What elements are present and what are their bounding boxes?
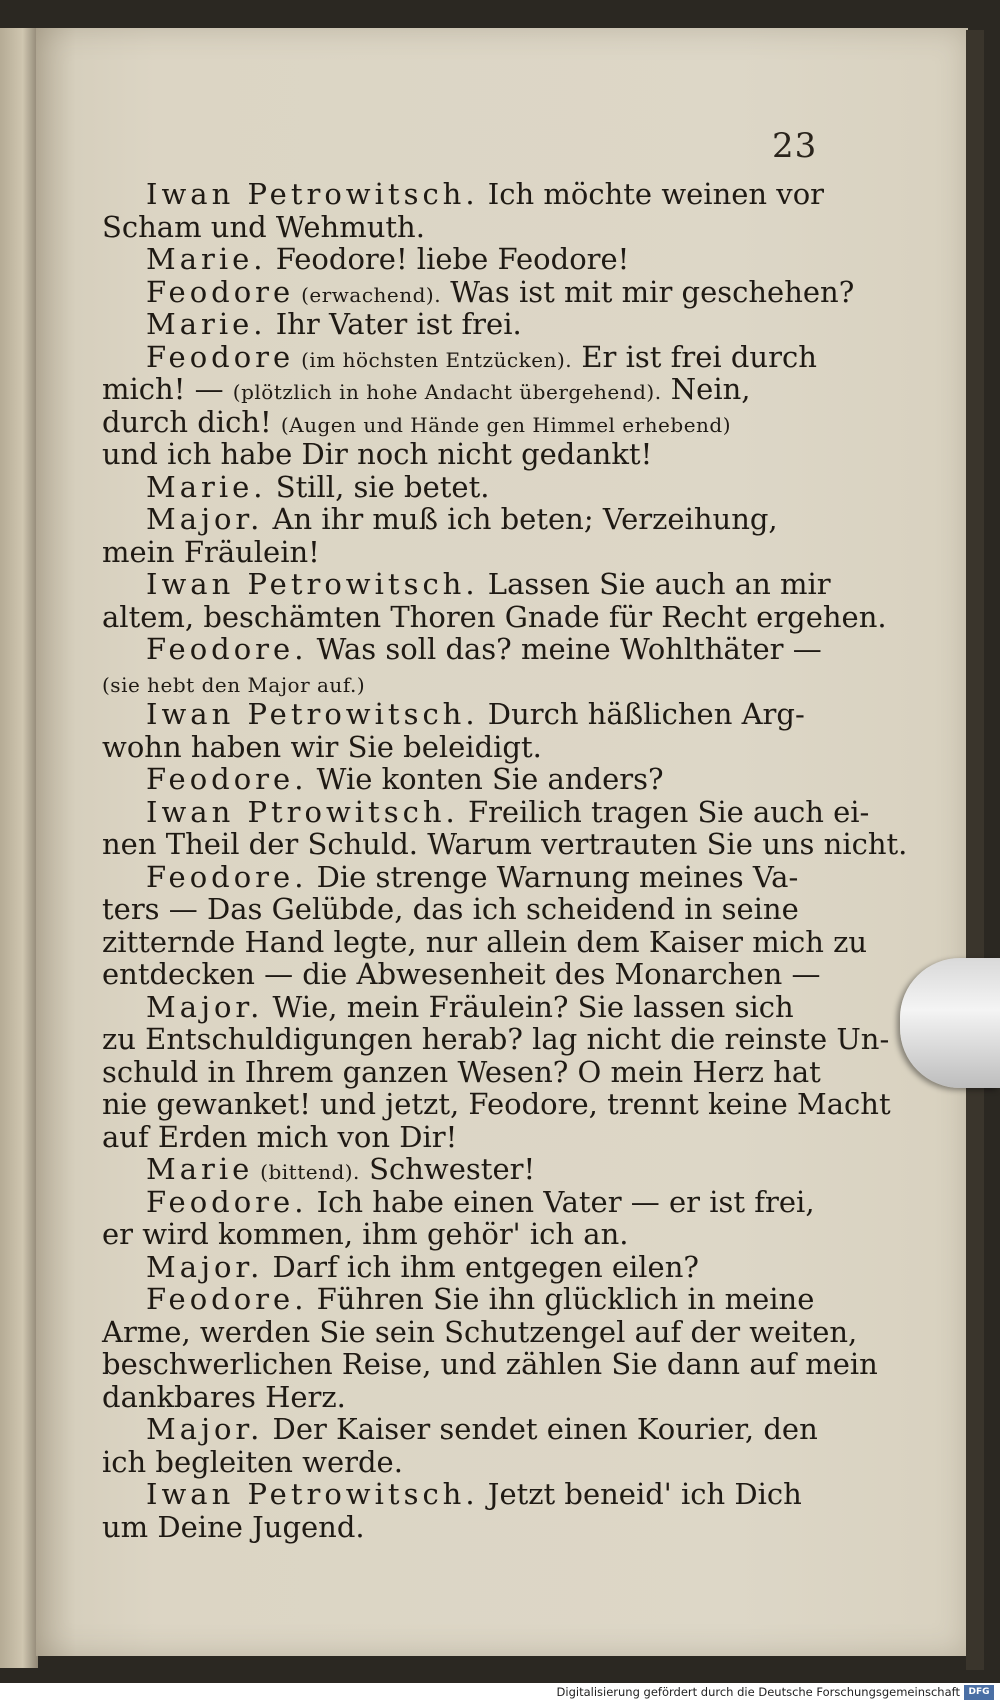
text-line [102, 1087, 891, 1121]
text-line [102, 893, 812, 926]
line-text: Führen Sie ihn glücklich in meine [307, 1282, 815, 1316]
line-text: Arme, werden Sie sein Schutzengel auf der weiten, [102, 1314, 858, 1349]
text-line [102, 1446, 812, 1479]
text-line [102, 632, 822, 666]
speaker-name: Feodore. [146, 762, 308, 796]
stage-direction: (erwachend). [294, 282, 442, 307]
stage-direction: (Augen und Hände gen Himmel erhebend) [280, 412, 732, 437]
text-line [102, 177, 825, 211]
line-text: nie gewanket! und jetzt, Feodore, trennt keine Macht [102, 1087, 891, 1121]
text-line [102, 536, 812, 569]
speaker-name: Iwan Petrowitsch. [146, 697, 479, 731]
text-line [102, 1282, 815, 1316]
line-text: dankbares Herz. [102, 1379, 346, 1414]
text-line [102, 924, 868, 959]
line-text: Lassen Sie auch an mir [478, 567, 831, 601]
speaker-name: Marie. [146, 242, 267, 276]
text-line [102, 1314, 858, 1349]
speaker-name: Marie. [146, 469, 267, 504]
speaker-name: Marie. [146, 307, 267, 341]
speaker-name: Major. [146, 1249, 264, 1284]
line-text: altem, beschämten Thoren Gnade für Recht ergehen. [102, 599, 887, 634]
line-text: mich! — [102, 372, 233, 406]
line-text: Freilich tragen Sie auch ei- [458, 794, 870, 829]
speaker-name: Feodore. [146, 859, 308, 894]
stage-direction: (sie hebt den Major auf.) [102, 672, 366, 697]
line-text: Darf ich ihm entgegen eilen? [263, 1249, 699, 1284]
line-text: Wie, mein Fräulein? Sie lassen sich [263, 989, 794, 1024]
footer-credit: Digitalisierung gefördert durch die Deutsche Forschungsgemeinschaft [556, 1685, 960, 1699]
line-text: ters — Das Gelübde, das ich scheidend in seine [102, 892, 799, 926]
stage-direction: (plötzlich in hohe Andacht übergehend). [232, 380, 662, 404]
text-line [102, 339, 817, 374]
text-line [102, 308, 812, 341]
speaker-name: Feodore. [146, 1282, 308, 1316]
right-page-edge [966, 30, 984, 1670]
line-text: Er ist frei durch [572, 339, 817, 374]
line-text: beschwerlichen Reise, und zählen Sie dann auf mein [102, 1347, 878, 1381]
line-text: Jetzt beneid' ich Dich [478, 1477, 802, 1511]
text-line [102, 794, 870, 829]
text-line [102, 1381, 812, 1414]
text-line [102, 861, 812, 894]
line-text: auf Erden mich von Dir! [102, 1119, 458, 1154]
line-text: Was ist mit mir geschehen? [441, 274, 855, 309]
text-line [102, 1412, 818, 1446]
text-line [102, 1121, 812, 1154]
line-text: Scham und Wehmuth. [102, 209, 425, 244]
line-text: Still, sie betet. [266, 469, 490, 504]
speaker-name: Feodore [146, 274, 295, 309]
line-text: nen Theil der Schuld. Warum vertrauten Sie uns nicht. [102, 827, 908, 861]
speaker-name: Iwan Petrowitsch. [146, 1477, 479, 1511]
stage-direction: (bittend). [253, 1160, 360, 1184]
speaker-name: Iwan Ptrowitsch. [146, 794, 459, 829]
line-text: Ihr Vater ist frei. [266, 307, 522, 341]
speaker-name: Iwan Petrowitsch. [146, 177, 479, 211]
line-text: Wie konten Sie anders? [307, 762, 664, 796]
text-line [102, 567, 831, 601]
speaker-name: Feodore [146, 339, 295, 374]
text-line [102, 1054, 821, 1089]
text-line [102, 1153, 812, 1186]
stage-direction: (im höchsten Entzücken). [294, 347, 573, 372]
text-line [102, 698, 812, 731]
text-line [102, 763, 812, 796]
line-text: Nein, [661, 372, 751, 406]
line-text: Die strenge Warnung meines Va- [307, 859, 799, 894]
line-text: mein Fräulein! [102, 534, 320, 569]
text-line [102, 1251, 812, 1284]
text-line [102, 211, 812, 244]
text-line [102, 438, 812, 471]
speaker-name: Feodore. [146, 632, 308, 666]
text-line [102, 373, 812, 406]
page-text [102, 177, 908, 1544]
text-line [102, 274, 855, 309]
line-text: Der Kaiser sendet einen Kourier, den [263, 1412, 818, 1446]
line-text: er wird kommen, ihm gehör' ich an. [102, 1217, 629, 1251]
text-line [102, 1511, 812, 1544]
line-text: Ich habe einen Vater — er ist frei, [307, 1184, 815, 1219]
line-text: ich begleiten werde. [102, 1444, 403, 1479]
line-text: durch dich! [102, 404, 281, 439]
text-line [102, 1347, 878, 1381]
line-text: und ich habe Dir noch nicht gedankt! [102, 437, 653, 471]
speaker-name: Major. [146, 989, 264, 1024]
text-line [102, 991, 812, 1024]
text-line [102, 406, 812, 439]
text-line [102, 1022, 890, 1056]
footer-bar [0, 1683, 1000, 1703]
line-text: zitternde Hand legte, nur allein dem Kaiser mich zu [102, 924, 868, 959]
line-text: An ihr muß ich beten; Verzeihung, [263, 502, 778, 536]
text-line [102, 1184, 815, 1219]
speaker-name: Major. [146, 502, 264, 536]
text-line [102, 599, 887, 634]
line-text: Durch häßlichen Arg- [478, 697, 805, 731]
text-line [102, 503, 812, 536]
line-text: Ich möchte weinen vor [478, 177, 825, 211]
page-number: 23 [772, 126, 818, 166]
speaker-name: Marie [146, 1152, 254, 1186]
line-text: Was soll das? meine Wohlthäter — [307, 632, 822, 666]
text-line [102, 957, 821, 991]
dfg-logo: DFG [964, 1685, 994, 1700]
line-text: um Deine Jugend. [102, 1509, 365, 1544]
text-line [102, 731, 812, 764]
text-line [102, 1478, 812, 1511]
line-text: schuld in Ihrem ganzen Wesen? O mein Herz hat [102, 1054, 821, 1089]
text-line [102, 1218, 812, 1251]
text-line [102, 827, 908, 861]
speaker-name: Feodore. [146, 1184, 308, 1219]
speaker-name: Major. [146, 1412, 264, 1446]
speaker-name: Iwan Petrowitsch. [146, 567, 479, 601]
line-text: zu Entschuldigungen herab? lag nicht die reinste Un- [102, 1022, 890, 1056]
page-turn-tab[interactable] [900, 958, 1000, 1088]
line-text: Schwester! [359, 1152, 536, 1186]
left-page-edge [0, 28, 38, 1668]
text-line [102, 666, 812, 699]
text-line [102, 243, 812, 276]
line-text: wohn haben wir Sie beleidigt. [102, 729, 542, 764]
line-text: Feodore! liebe Feodore! [266, 242, 630, 276]
line-text: entdecken — die Abwesenheit des Monarchen — [102, 957, 821, 991]
text-line [102, 471, 812, 504]
